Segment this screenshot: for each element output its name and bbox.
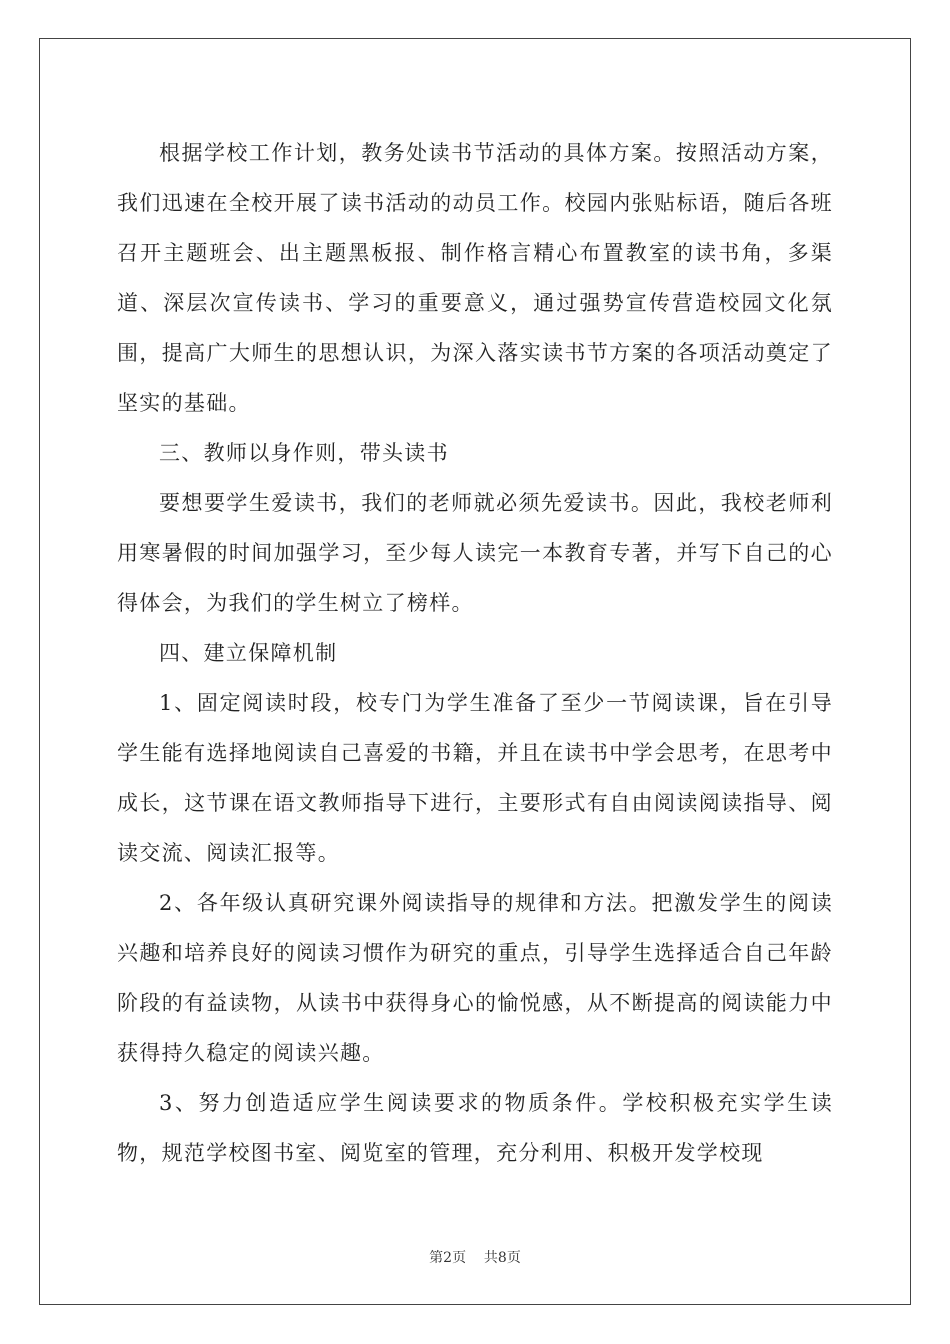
paragraph-item-2: 2、各年级认真研究课外阅读指导的规律和方法。把激发学生的阅读兴趣和培养良好的阅读习惯作为研究的重点，引导学生选择适合自己年龄阶段的有益读物，从读书中获得身心的愉悦感，从不断提高的阅读能力中获得持久稳定的阅读兴趣。 <box>117 891 833 1065</box>
page-number: 第2页 <box>429 1250 467 1266</box>
paragraph-1: 根据学校工作计划，教务处读书节活动的具体方案。按照活动方案，我们迅速在全校开展了读书活动的动员工作。校园内张贴标语，随后各班召开主题班会、出主题黑板报、制作格言精心布置教室的读书角，多渠道、深层次宣传读书、学习的重要意义，通过强势宣传营造校园文化氛围，提高广大师生的思想认识，为深入落实读书节方案的各项活动奠定了坚实的基础。 <box>117 141 833 415</box>
page-total: 共8页 <box>483 1250 521 1266</box>
paragraph-2: 要想要学生爱读书，我们的老师就必须先爱读书。因此，我校老师利用寒暑假的时间加强学习，至少每人读完一本教育专著，并写下自己的心得体会，为我们的学生树立了榜样。 <box>117 491 833 615</box>
paragraph-item-3: 3、努力创造适应学生阅读要求的物质条件。学校积极充实学生读物，规范学校图书室、阅览室的管理，充分利用、积极开发学校现 <box>117 1091 833 1165</box>
document-body <box>117 128 833 1178</box>
paragraph-item-1: 1、固定阅读时段，校专门为学生准备了至少一节阅读课，旨在引导学生能有选择地阅读自己喜爱的书籍，并且在读书中学会思考，在思考中成长，这节课在语文教师指导下进行，主要形式有自由阅读阅读指导、阅读交流、阅读汇报等。 <box>117 691 833 865</box>
heading-section-3: 三、教师以身作则，带头读书 <box>159 441 449 465</box>
heading-section-4: 四、建立保障机制 <box>159 641 338 665</box>
page-footer <box>0 1247 950 1267</box>
